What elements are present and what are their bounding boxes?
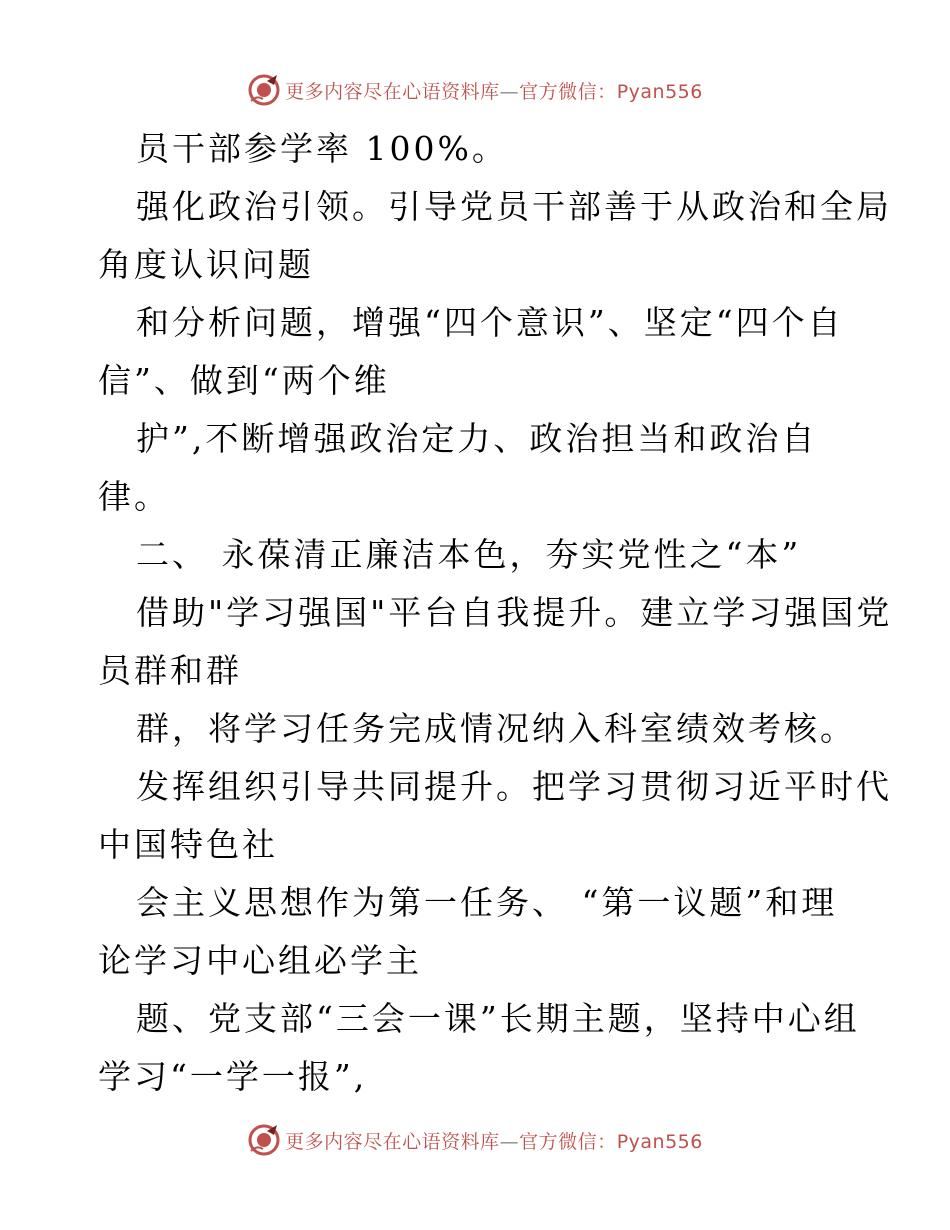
footer-banner-wechat-id: Pyan556 — [616, 1130, 703, 1153]
footer-banner-wechat-label: 官方微信： — [519, 1130, 617, 1153]
body-line: 中国特色社 — [98, 825, 278, 864]
footer-banner — [0, 1120, 950, 1160]
header-banner-dash: — — [499, 80, 520, 103]
logo-pen-icon — [247, 73, 281, 107]
body-line: 信”、做到“两个维 — [98, 361, 390, 400]
header-banner-text — [285, 77, 703, 104]
body-line: 强化政治引领。引导党员干部善于从政治和全局 — [136, 187, 892, 226]
document-body — [98, 120, 893, 1106]
logo-pen-icon — [247, 1123, 281, 1157]
footer-banner-main: 更多内容尽在心语资料库 — [285, 1130, 500, 1153]
body-line: 和分析问题，增强“四个意识”、坚定“四个自 — [136, 303, 844, 342]
body-line: 群，将学习任务完成情况纳入科室绩效考核。 — [136, 709, 856, 748]
header-banner — [0, 70, 950, 110]
body-line: 护”,不断增强政治定力、政治担当和政治自 — [136, 419, 818, 458]
body-line: 学习“一学一报”, — [98, 1057, 368, 1096]
body-line: 员群和群 — [98, 651, 242, 690]
footer-banner-text — [285, 1127, 703, 1154]
body-line: 发挥组织引导共同提升。把学习贯彻习近平时代 — [136, 767, 892, 806]
header-banner-wechat-label: 官方微信： — [519, 80, 617, 103]
body-line: 会主义思想作为第一任务、 “第一议题”和理 — [136, 883, 838, 922]
footer-banner-dash: — — [499, 1130, 520, 1153]
section-heading: 二、 永葆清正廉洁本色，夯实党性之“本” — [136, 535, 802, 574]
body-line: 角度认识问题 — [98, 245, 314, 284]
header-banner-main: 更多内容尽在心语资料库 — [285, 80, 500, 103]
body-line: 论学习中心组必学主 — [98, 941, 422, 980]
header-banner-wechat-id: Pyan556 — [616, 80, 703, 103]
body-line: 律。 — [98, 477, 170, 516]
body-line: 题、党支部“三会一课”长期主题，坚持中心组 — [136, 999, 860, 1038]
body-line: 员干部参学率 100%。 — [136, 129, 508, 168]
body-line: 借助"学习强国"平台自我提升。建立学习强国党 — [136, 593, 893, 632]
